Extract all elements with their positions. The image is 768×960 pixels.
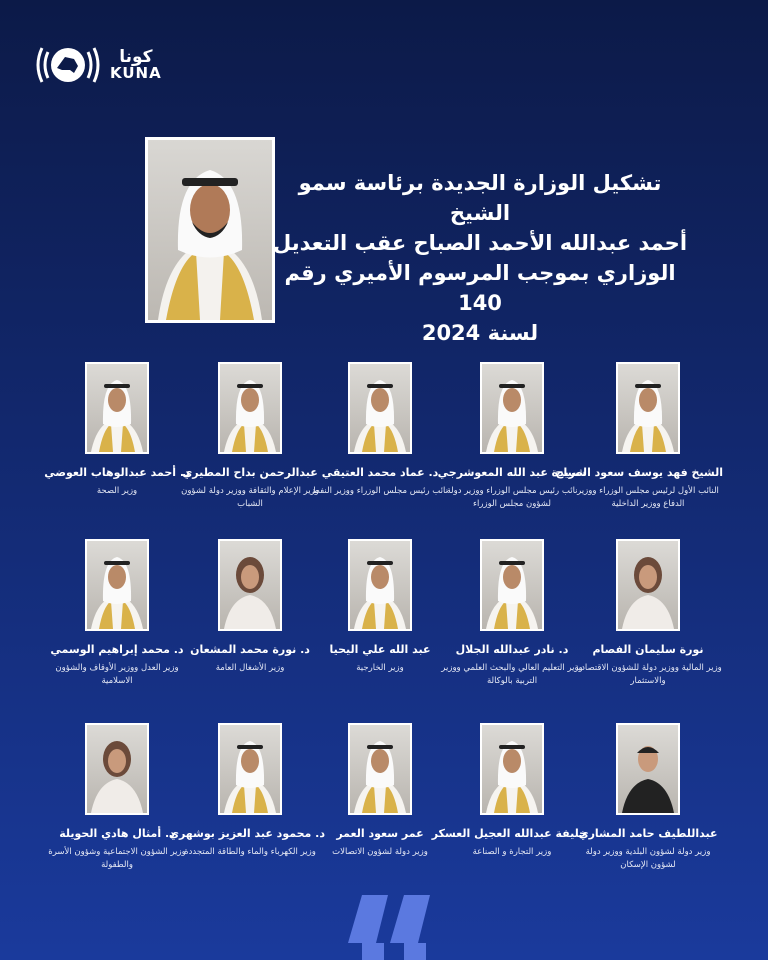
title-line: لسنة 2024	[421, 321, 539, 345]
minister-card	[168, 723, 325, 859]
minister-role: وزير التجارة و الصناعة	[472, 847, 552, 857]
minister-card	[573, 539, 723, 688]
minister-photo	[480, 539, 544, 631]
minister-name: د. أمثال هادي الحويلة	[59, 827, 175, 840]
minister-name: عبد الله علي اليحيا	[329, 643, 431, 656]
minister-photo	[85, 362, 149, 454]
minister-photo	[85, 539, 149, 631]
title-line: الوزاري بموجب المرسوم الأميري رقم 140	[284, 261, 676, 315]
minister-photo	[218, 723, 282, 815]
minister-role: وزير الأشغال العامة	[215, 663, 285, 673]
minister-photo	[218, 539, 282, 631]
minister-card	[175, 539, 325, 675]
minister-card	[305, 362, 455, 498]
minister-name: شريدة عبد الله المعوشرجي	[437, 466, 587, 479]
minister-card	[305, 723, 455, 859]
minister-card	[42, 723, 192, 872]
minister-role: وزير الكهرباء والماء والطاقة المتجددة	[184, 847, 316, 857]
minister-card	[305, 539, 455, 675]
minister-role: وزير الشؤون الاجتماعية وشؤون الأسرة والطفولة	[48, 847, 186, 870]
minister-card	[175, 362, 325, 511]
minister-role: وزير دولة لشؤون الاتصالات	[332, 847, 428, 857]
minister-role: وزير العدل ووزير الأوقاف والشؤون الاسلامية	[55, 663, 179, 686]
minister-photo	[348, 723, 412, 815]
minister-photo	[348, 362, 412, 454]
prime-minister-photo	[145, 137, 275, 323]
portrait-icon	[148, 140, 272, 320]
title-line: تشكيل الوزارة الجديدة برئاسة سمو الشيخ	[298, 171, 662, 225]
kuna-logo	[32, 40, 162, 90]
minister-card	[42, 362, 192, 498]
minister-name: د. محمد إبراهيم الوسمي	[50, 643, 184, 656]
minister-role: وزير المالية ووزير دولة للشؤون الاقتصادية والاستثمار	[574, 663, 722, 686]
minister-name: عبدالرحمن بداح المطيري	[182, 466, 318, 479]
minister-name: خليفة عبدالله العجيل العسكر	[431, 827, 587, 840]
minister-name: د. نادر عبدالله الجلال	[455, 643, 569, 656]
minister-photo	[85, 723, 149, 815]
logo-arabic-text: كونا	[119, 47, 153, 67]
minister-role: وزير التعليم العالي والبحث العلمي ووزير التربية بالوكالة	[441, 663, 583, 686]
minister-photo	[480, 723, 544, 815]
minister-name: عمر سعود العمر	[336, 827, 424, 840]
minister-role: وزير الصحة	[96, 486, 138, 496]
minister-card	[555, 362, 723, 511]
minister-role: نائب رئيس مجلس الوزراء ووزير دولة لشؤون مجلس الوزراء	[446, 486, 578, 509]
minister-role: النائب الأول لرئيس مجلس الوزراء ووزير الدفاع ووزير الداخلية	[577, 486, 719, 509]
minister-name: نورة سليمان الفصام	[592, 643, 704, 656]
minister-photo	[616, 723, 680, 815]
minister-role: وزير الخارجية	[356, 663, 404, 673]
minister-card	[42, 539, 192, 688]
page-title	[270, 168, 690, 348]
minister-photo	[616, 362, 680, 454]
minister-role: وزير الإعلام والثقافة ووزير دولة لشؤون الشباب	[181, 486, 319, 509]
minister-role: وزير دولة لشؤون البلدية ووزير دولة لشؤون الإسكان	[585, 847, 711, 870]
minister-photo	[218, 362, 282, 454]
quote-mark-icon	[340, 895, 430, 960]
minister-name: د. أحمد عبدالوهاب العوضي	[44, 466, 190, 479]
minister-card	[431, 723, 587, 859]
minister-photo	[616, 539, 680, 631]
minister-role: نائب رئيس مجلس الوزراء ووزير النفط	[312, 486, 448, 496]
minister-name: د. عماد محمد العتيقي	[321, 466, 439, 479]
minister-card	[437, 539, 587, 688]
minister-name: الشيخ فهد يوسف سعود الصباح	[555, 466, 723, 479]
minister-card	[573, 723, 723, 872]
minister-name: عبداللطيف حامد المشاري	[578, 827, 718, 840]
minister-photo	[348, 539, 412, 631]
logo-english-text: KUNA	[110, 64, 162, 82]
title-line: أحمد عبدالله الأحمد الصباح عقب التعديل	[272, 231, 688, 255]
kuna-emblem-icon	[32, 40, 104, 90]
minister-name: د. نورة محمد المشعان	[190, 643, 310, 656]
minister-photo	[480, 362, 544, 454]
minister-name: د. محمود عبد العزيز بوشهري	[168, 827, 325, 840]
minister-card	[437, 362, 587, 511]
